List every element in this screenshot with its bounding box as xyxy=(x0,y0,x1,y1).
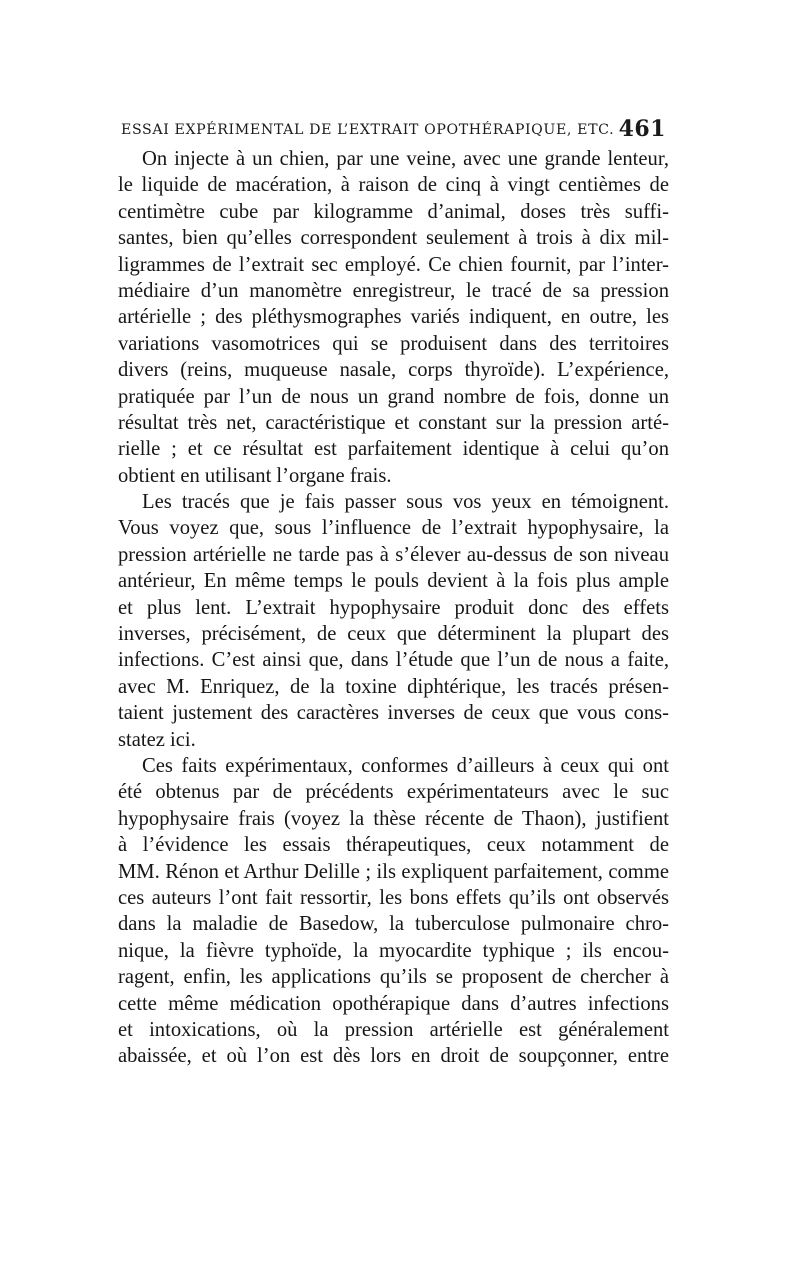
text-line: variations vasomotrices qui se produisent dans des territoires xyxy=(118,332,669,355)
text-line: Vous voyez que, sous l’influence de l’extrait hypophysaire, la xyxy=(118,517,669,540)
text-line: ces auteurs l’ont fait ressortir, les bons effets qu’ils ont observés xyxy=(118,886,669,909)
text-line: statez ici. xyxy=(118,728,196,751)
text-line: et intoxications, où la pression artérielle est généralement xyxy=(118,1018,669,1041)
text-line: à l’évidence les essais thérapeutiques, ceux notamment de xyxy=(118,834,669,857)
text-line: antérieur, En même temps le pouls devient à la fois plus ample xyxy=(118,570,669,593)
text-line: hypophysaire frais (voyez la thèse récente de Thaon), justifient xyxy=(118,807,669,830)
text-line: nique, la fièvre typhoïde, la myocardite typhique ; ils encou- xyxy=(118,939,669,962)
text-line: rielle ; et ce résultat est parfaitement identique à celui qu’on xyxy=(118,438,669,461)
text-line: inverses, précisément, de ceux que déterminent la plupart des xyxy=(118,623,669,646)
text-line: abaissée, et où l’on est dès lors en droit de soupçonner, entre xyxy=(118,1045,669,1068)
text-line: médiaire d’un manomètre enregistreur, le tracé de sa pression xyxy=(118,279,669,302)
text-line: et plus lent. L’extrait hypophysaire produit donc des effets xyxy=(118,596,669,619)
text-line: On injecte à un chien, par une veine, avec une grande lenteur, xyxy=(142,148,669,170)
text-line: MM. Rénon et Arthur Delille ; ils expliquent parfaitement, comme xyxy=(118,860,669,883)
text-line: ligrammes de l’extrait sec employé. Ce chien fournit, par l’inter- xyxy=(118,253,669,276)
text-line: résultat très net, caractéristique et constant sur la pression arté- xyxy=(118,411,669,434)
text-line: dans la maladie de Basedow, la tuberculose pulmonaire chro- xyxy=(118,913,669,936)
text-line: divers (reins, muqueuse nasale, corps thyroïde). L’expérience, xyxy=(118,359,669,382)
text-line: centimètre cube par kilogramme d’animal, doses très suffi- xyxy=(118,200,669,223)
text-line: pression artérielle ne tarde pas à s’élever au-dessus de son niveau xyxy=(118,543,669,566)
page-header xyxy=(121,116,666,146)
page-number: 461 xyxy=(618,116,666,142)
text-line: Ces faits expérimentaux, conformes d’ailleurs à ceux qui ont xyxy=(142,754,669,777)
text-line: été obtenus par de précédents expérimentateurs avec le suc xyxy=(118,781,669,804)
text-line: le liquide de macération, à raison de cinq à vingt centièmes de xyxy=(118,174,669,197)
text-line: taient justement des caractères inverses de ceux que vous cons- xyxy=(118,702,669,725)
body-text xyxy=(118,146,669,1070)
text-line: obtient en utilisant l’organe frais. xyxy=(118,464,392,487)
text-line: avec M. Enriquez, de la toxine diphtérique, les tracés présen- xyxy=(118,675,669,698)
text-line: ragent, enfin, les applications qu’ils se proposent de chercher à xyxy=(118,966,669,989)
text-line: infections. C’est ainsi que, dans l’étude que l’un de nous a faite, xyxy=(118,649,669,672)
running-title: ESSAI EXPÉRIMENTAL DE L’EXTRAIT OPOTHÉRAPIQUE, ETC. xyxy=(121,122,615,138)
text-line: cette même médication opothérapique dans d’autres infections xyxy=(118,992,669,1015)
text-line: santes, bien qu’elles correspondent seulement à trois à dix mil- xyxy=(118,227,669,250)
text-line: Les tracés que je fais passer sous vos yeux en témoignent. xyxy=(142,491,669,514)
text-line: artérielle ; des pléthysmographes variés indiquent, en outre, les xyxy=(118,306,669,329)
text-line: pratiquée par l’un de nous un grand nombre de fois, donne un xyxy=(118,385,669,408)
